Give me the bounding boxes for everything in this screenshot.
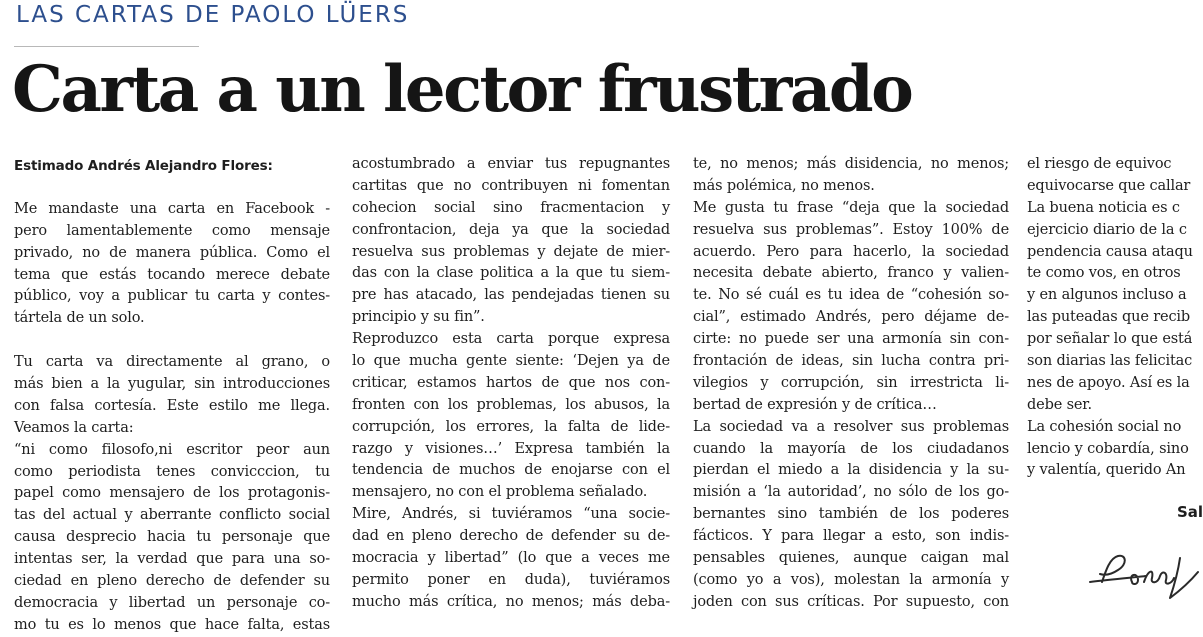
text-line: permito poner en duda), tuviéramos	[352, 571, 670, 588]
text-line: por señalar lo que está	[1027, 331, 1193, 348]
sign-off: Sal	[1177, 503, 1203, 521]
text-line: La cohesión social no	[1027, 418, 1182, 435]
text-line: cohecion social sino fracmentacion y	[352, 199, 670, 216]
text-line: democracia y libertad un personaje co-	[14, 594, 330, 611]
text-line: frontación de ideas, sin lucha contra pri-	[693, 353, 1009, 370]
text-line: tema que estás tocando merece debate	[14, 266, 330, 283]
text-line: (como yo a vos), molestan la armonía y	[693, 571, 1009, 588]
text-line: pre has atacado, las pendejadas tienen su	[352, 287, 670, 304]
text-line: privado, no de manera pública. Como el	[14, 244, 330, 261]
text-line: Tu carta va directamente al grano, o	[14, 354, 330, 371]
text-line: das con la clase politica a la que tu siem-	[352, 265, 670, 282]
text-line: pensables quienes, aunque caigan mal	[693, 550, 1009, 567]
text-line: criticar, estamos hartos de que nos con-	[352, 374, 670, 391]
text-line: cartitas que no contribuyen ni fomentan	[352, 177, 670, 194]
text-line: lo que mucha gente siente: ‘Dejen ya de	[352, 353, 670, 370]
text-line: ejercicio diario de la c	[1027, 221, 1187, 238]
text-line: más bien a la yugular, sin introducciones	[14, 376, 330, 393]
text-line: el riesgo de equivoc	[1027, 156, 1172, 172]
text-line: Reproduzco esta carta porque expresa	[352, 331, 670, 348]
text-line: vilegios y corrupción, sin irrestricta li-	[693, 374, 1009, 391]
text-line: lencio y cobardía, sino	[1027, 440, 1189, 457]
text-line: intentas ser, la verdad que para una so-	[14, 551, 330, 568]
article-column-2	[352, 154, 670, 630]
article-column-1	[14, 156, 330, 633]
text-line: mo tu es lo menos que hace falta, estas	[14, 616, 330, 633]
text-line: mucho más crítica, no menos; más deba-	[352, 593, 670, 610]
text-line: bertad de expresión y de crítica…	[693, 396, 937, 413]
text-line: acuerdo. Pero para hacerlo, la sociedad	[693, 243, 1009, 260]
text-line: dad en pleno derecho de defender su de-	[352, 528, 670, 545]
text-line: tas del actual y aberrante conflicto social	[14, 507, 330, 524]
text-line: resuelva sus problemas y dejate de mier-	[352, 243, 670, 260]
text-line: “ni como filosofo,ni escritor peor aun	[14, 441, 330, 458]
text-line: tendencia de muchos de enojarse con el	[352, 462, 670, 479]
text-line: fácticos. Y para llegar a esto, son indis-	[693, 528, 1009, 545]
text-line: confrontacion, deja ya que la sociedad	[352, 221, 670, 238]
text-line: La buena noticia es c	[1027, 199, 1180, 216]
text-line: pierdan el miedo a la disidencia y la su-	[693, 462, 1009, 479]
text-line: equivocarse que callar	[1027, 177, 1191, 194]
text-line: joden con sus críticas. Por supuesto, con	[693, 593, 1009, 610]
text-line: cirte: no puede ser una armonía sin con-	[693, 331, 1009, 348]
text-line: las puteadas que recib	[1027, 309, 1191, 326]
text-line: corrupción, los errores, la falta de lide-	[352, 418, 670, 435]
text-line: te, no menos; más disidencia, no menos;	[693, 156, 1009, 172]
text-line: y valentía, querido An	[1027, 462, 1186, 479]
text-line: Veamos la carta:	[14, 419, 134, 436]
text-line: causa desprecio hacia tu personaje que	[14, 529, 330, 546]
article-headline: Carta a un lector frustrado	[12, 52, 912, 127]
text-line: cuando la mayoría de los ciudadanos	[693, 440, 1009, 457]
text-line: principio y su fin”.	[352, 309, 485, 326]
text-line: mocracia y libertad” (lo que a veces me	[352, 550, 670, 567]
article-salutation: Estimado Andrés Alejandro Flores:	[14, 158, 273, 174]
section-divider	[14, 46, 199, 47]
text-line: papel como mensajero de los protagonis-	[14, 485, 330, 502]
text-line: debe ser.	[1027, 396, 1092, 413]
text-line	[14, 330, 330, 352]
text-line: más polémica, no menos.	[693, 177, 875, 194]
text-line: Me gusta tu frase “deja que la sociedad	[693, 199, 1009, 216]
text-line: resuelva sus problemas”. Estoy 100% de	[693, 221, 1009, 238]
text-line: tártela de un solo.	[14, 310, 145, 327]
text-line: necesita debate abierto, franco y valien-	[693, 265, 1009, 282]
text-line: son diarias las felicitac	[1027, 353, 1193, 370]
text-line: nes de apoyo. Así es la	[1027, 374, 1190, 391]
article-column-3	[693, 154, 1009, 630]
text-line: Mire, Andrés, si tuviéramos “una socie-	[352, 506, 670, 523]
text-line: público, voy a publicar tu carta y contes-	[14, 288, 330, 305]
text-line: te como vos, en otros	[1027, 265, 1181, 282]
text-line: La sociedad va a resolver sus problemas	[693, 418, 1009, 435]
text-line: acostumbrado a enviar tus repugnantes	[352, 156, 670, 172]
text-line: pero lamentablemente como mensaje	[14, 222, 330, 239]
text-line: como periodista tenes convicccion, tu	[14, 463, 330, 480]
text-line: razgo y visiones…’ Expresa también la	[352, 440, 670, 457]
text-line: misión a ‘la autoridad’, no sólo de los go-	[693, 484, 1009, 501]
text-line: mensajero, no con el problema señalado.	[352, 484, 648, 501]
text-line: Me mandaste una carta en Facebook -	[14, 200, 330, 217]
text-line: cial”, estimado Andrés, pero déjame de-	[693, 309, 1009, 326]
text-line: bernantes sino también de los poderes	[693, 506, 1009, 523]
text-line: pendencia causa ataqu	[1027, 243, 1193, 260]
text-line: y en algunos incluso a	[1027, 287, 1187, 304]
text-line: te. No sé cuál es tu idea de “cohesión so-	[693, 287, 1009, 304]
text-line: ciedad en pleno derecho de defender su	[14, 573, 330, 590]
text-line: con falsa cortesía. Este estilo me llega.	[14, 397, 330, 414]
text-line: fronten con los problemas, los abusos, la	[352, 396, 670, 413]
section-title: LAS CARTAS DE PAOLO LÜERS	[16, 2, 410, 28]
handwritten-signature	[1088, 552, 1200, 612]
